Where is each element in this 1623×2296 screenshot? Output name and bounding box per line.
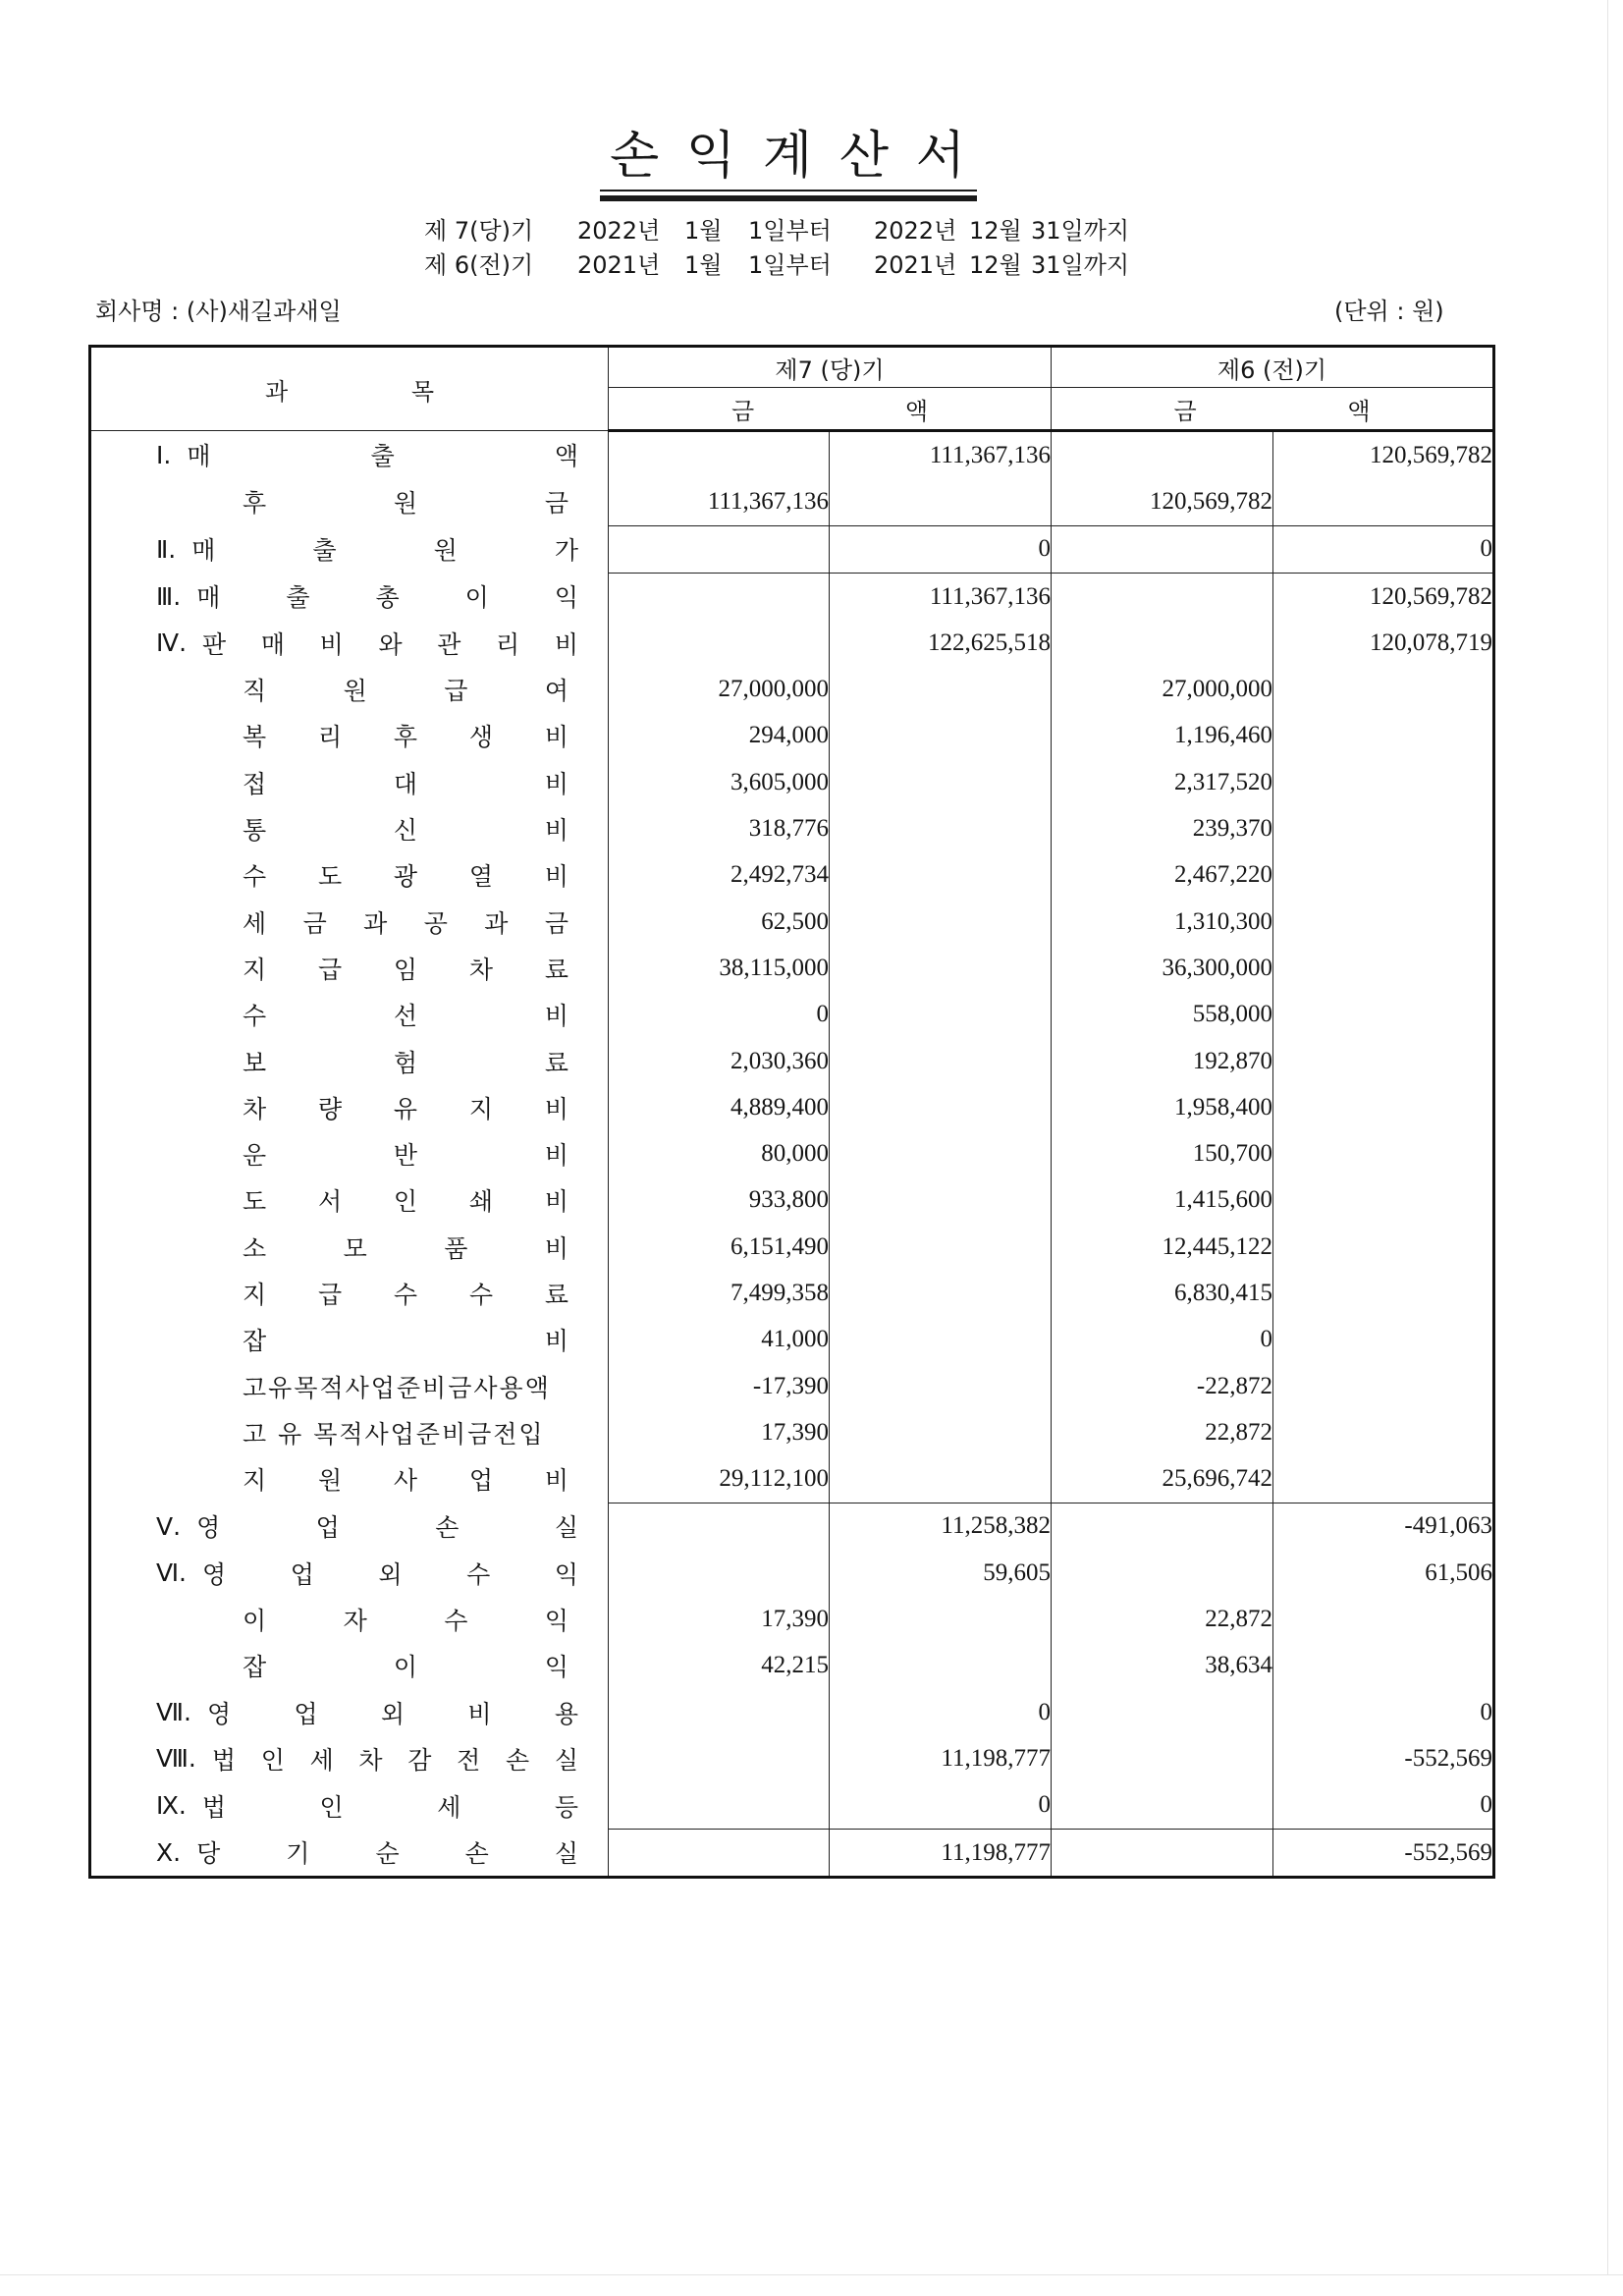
statement-row [90, 713, 1494, 759]
period-start-day: 1일부터 [748, 251, 832, 279]
company-name: 회사명 : (사)새길과새일 [95, 298, 342, 325]
period-start-year: 2021년 [577, 251, 661, 279]
prior-detail-amount: 192,870 [1052, 1038, 1273, 1084]
current-total-amount [830, 1177, 1052, 1224]
prior-detail-amount [1052, 431, 1273, 479]
prior-detail-amount [1052, 1735, 1273, 1781]
prior-detail-amount [1052, 1503, 1273, 1550]
prior-total-amount [1273, 1130, 1494, 1176]
section-numeral: Ⅸ. [156, 1791, 187, 1820]
prior-total-amount [1273, 1456, 1494, 1503]
current-detail-amount: 80,000 [609, 1130, 830, 1176]
header-row-period [90, 347, 1494, 388]
statement-row [90, 1409, 1494, 1455]
account-label: 수 선 비 [243, 1002, 568, 1031]
prior-total-amount: 0 [1273, 1689, 1494, 1735]
current-total-amount [830, 1224, 1052, 1270]
account-label: 수 도 광 열 비 [243, 862, 568, 892]
account-cell [90, 1735, 609, 1781]
statement-row [90, 899, 1494, 945]
prior-total-amount: 0 [1273, 1782, 1494, 1830]
document-title: 손 익 계 산 서 [610, 127, 967, 186]
current-period-line [0, 216, 1623, 246]
current-total-amount [830, 1130, 1052, 1176]
current-period-header-label: 제7 (당)기 [775, 355, 885, 384]
account-label: 영 업 손 실 [196, 1513, 578, 1543]
prior-detail-amount [1052, 1689, 1273, 1735]
current-detail-amount: 294,000 [609, 713, 830, 759]
section-numeral: Ⅴ. [156, 1511, 182, 1541]
current-total-amount: 11,258,382 [830, 1503, 1052, 1550]
prior-detail-amount: -22,872 [1052, 1363, 1273, 1409]
current-detail-amount: 318,776 [609, 805, 830, 851]
prior-total-amount [1273, 1317, 1494, 1363]
current-amount-header-label: 금 액 [731, 397, 928, 425]
prior-total-amount: 120,569,782 [1273, 573, 1494, 620]
current-detail-amount: 2,030,360 [609, 1038, 830, 1084]
current-detail-amount [609, 1550, 830, 1596]
prior-total-amount [1273, 478, 1494, 525]
current-detail-amount: 3,605,000 [609, 759, 830, 805]
statement-row [90, 620, 1494, 666]
statement-row [90, 478, 1494, 525]
current-total-amount [830, 899, 1052, 945]
current-total-amount: 0 [830, 525, 1052, 573]
statement-row [90, 945, 1494, 991]
account-cell [90, 525, 609, 573]
statement-row [90, 431, 1494, 479]
subject-header-label: 과 목 [265, 377, 434, 406]
account-cell [90, 620, 609, 666]
prior-total-amount [1273, 805, 1494, 851]
section-numeral: Ⅰ. [156, 440, 172, 469]
account-label: 도 서 인 쇄 비 [243, 1187, 568, 1217]
current-total-amount: 111,367,136 [830, 573, 1052, 620]
period-end-year: 2021년 [874, 251, 957, 279]
current-total-amount [830, 666, 1052, 712]
account-cell [90, 1550, 609, 1596]
current-detail-amount: -17,390 [609, 1363, 830, 1409]
section-numeral: Ⅳ. [156, 629, 188, 658]
account-label: 법 인 세 차 감 전 손 실 [211, 1745, 578, 1775]
account-label: 접 대 비 [243, 769, 568, 798]
prior-amount-header-label: 금 액 [1173, 397, 1371, 425]
current-detail-amount [609, 1689, 830, 1735]
account-cell [90, 1643, 609, 1689]
prior-total-amount: -491,063 [1273, 1503, 1494, 1550]
prior-detail-amount [1052, 1782, 1273, 1830]
current-detail-amount: 7,499,358 [609, 1270, 830, 1316]
statement-row [90, 573, 1494, 620]
prior-total-amount [1273, 666, 1494, 712]
period-end-year: 2022년 [874, 217, 957, 245]
current-detail-amount: 17,390 [609, 1409, 830, 1455]
statement-row [90, 1270, 1494, 1316]
period-start-year: 2022년 [577, 217, 661, 245]
prior-total-amount [1273, 1177, 1494, 1224]
account-cell [90, 478, 609, 525]
account-cell [90, 1689, 609, 1735]
prior-total-amount [1273, 1084, 1494, 1130]
prior-detail-amount: 0 [1052, 1317, 1273, 1363]
current-total-amount [830, 1363, 1052, 1409]
prior-period-header [1052, 347, 1494, 388]
period-end-month: 12월 [969, 251, 1022, 279]
prior-detail-amount: 1,310,300 [1052, 899, 1273, 945]
current-total-amount [830, 1270, 1052, 1316]
current-detail-amount [609, 573, 830, 620]
account-label: 매 출 액 [187, 442, 578, 471]
current-detail-amount: 111,367,136 [609, 478, 830, 525]
account-label: 소 모 품 비 [243, 1233, 568, 1263]
section-numeral: Ⅱ. [156, 534, 177, 564]
prior-total-amount [1273, 1643, 1494, 1689]
current-total-amount [830, 1317, 1052, 1363]
current-detail-amount: 29,112,100 [609, 1456, 830, 1503]
prior-total-amount [1273, 945, 1494, 991]
current-total-amount [830, 992, 1052, 1038]
prior-period-line [0, 250, 1623, 280]
statement-row [90, 1084, 1494, 1130]
account-label: 후 원 금 [243, 489, 568, 519]
account-cell [90, 666, 609, 712]
account-label: 잡 이 익 [243, 1653, 568, 1682]
current-total-amount: 0 [830, 1689, 1052, 1735]
account-label: 당 기 순 손 실 [196, 1839, 578, 1869]
current-total-amount [830, 759, 1052, 805]
account-cell [90, 1456, 609, 1503]
prior-detail-amount: 239,370 [1052, 805, 1273, 851]
account-label: 보 험 료 [243, 1048, 568, 1077]
current-total-amount: 59,605 [830, 1550, 1052, 1596]
account-label: 판 매 비 와 관 리 비 [202, 629, 578, 659]
prior-detail-amount [1052, 620, 1273, 666]
current-total-amount [830, 713, 1052, 759]
statement-row [90, 1130, 1494, 1176]
current-total-amount [830, 1596, 1052, 1642]
period-start-month: 1월 [684, 217, 723, 245]
statement-row [90, 1503, 1494, 1550]
prior-total-amount: 0 [1273, 525, 1494, 573]
prior-total-amount [1273, 1409, 1494, 1455]
account-cell [90, 899, 609, 945]
prior-total-amount [1273, 1596, 1494, 1642]
section-numeral: Ⅶ. [156, 1698, 191, 1727]
current-detail-amount: 2,492,734 [609, 852, 830, 899]
prior-detail-amount: 120,569,782 [1052, 478, 1273, 525]
current-total-amount [830, 852, 1052, 899]
current-detail-amount [609, 1829, 830, 1877]
current-detail-amount [609, 431, 830, 479]
current-total-amount: 0 [830, 1782, 1052, 1830]
prior-detail-amount: 36,300,000 [1052, 945, 1273, 991]
section-numeral: Ⅹ. [156, 1837, 182, 1867]
current-total-amount [830, 1456, 1052, 1503]
account-cell [90, 1038, 609, 1084]
prior-detail-amount: 6,830,415 [1052, 1270, 1273, 1316]
prior-detail-amount: 38,634 [1052, 1643, 1273, 1689]
account-cell [90, 1224, 609, 1270]
account-cell [90, 1363, 609, 1409]
statement-row [90, 805, 1494, 851]
statement-row [90, 666, 1494, 712]
title-underline-thick [600, 195, 977, 201]
prior-total-amount: 61,506 [1273, 1550, 1494, 1596]
account-label: 지 급 임 차 료 [243, 955, 568, 984]
account-label: 지 원 사 업 비 [243, 1466, 568, 1496]
period-term: 제 7(당)기 [424, 217, 534, 245]
statement-row [90, 1224, 1494, 1270]
prior-detail-amount: 1,958,400 [1052, 1084, 1273, 1130]
prior-total-amount [1273, 713, 1494, 759]
current-detail-amount: 41,000 [609, 1317, 830, 1363]
current-detail-amount: 62,500 [609, 899, 830, 945]
account-cell [90, 1270, 609, 1316]
period-start-month: 1월 [684, 251, 723, 279]
prior-amount-header [1052, 388, 1494, 431]
account-cell [90, 1130, 609, 1176]
account-cell [90, 1503, 609, 1550]
account-label: 지 급 수 수 료 [243, 1280, 568, 1309]
prior-total-amount: -552,569 [1273, 1735, 1494, 1781]
account-cell [90, 1409, 609, 1455]
prior-detail-amount: 150,700 [1052, 1130, 1273, 1176]
account-label: 직 원 급 여 [243, 677, 568, 706]
current-detail-amount [609, 1782, 830, 1830]
account-label: 영 업 외 수 익 [202, 1559, 578, 1589]
statement-row [90, 1735, 1494, 1781]
account-cell [90, 573, 609, 620]
current-total-amount [830, 478, 1052, 525]
income-statement-table [88, 345, 1495, 1879]
statement-row [90, 1643, 1494, 1689]
prior-total-amount [1273, 1224, 1494, 1270]
prior-total-amount [1273, 1363, 1494, 1409]
prior-detail-amount: 22,872 [1052, 1409, 1273, 1455]
current-total-amount: 11,198,777 [830, 1829, 1052, 1877]
prior-detail-amount: 12,445,122 [1052, 1224, 1273, 1270]
account-label: 세 금 과 공 과 금 [243, 908, 568, 938]
account-cell [90, 1177, 609, 1224]
statement-row [90, 1317, 1494, 1363]
prior-detail-amount [1052, 525, 1273, 573]
prior-total-amount [1273, 1038, 1494, 1084]
statement-row [90, 1456, 1494, 1503]
currency-unit: (단위 : 원) [1334, 298, 1444, 325]
account-label: 복 리 후 생 비 [243, 723, 568, 752]
statement-row [90, 1596, 1494, 1642]
current-detail-amount: 6,151,490 [609, 1224, 830, 1270]
account-label: 운 반 비 [243, 1141, 568, 1171]
current-amount-header [609, 388, 1052, 431]
period-end-month: 12월 [969, 217, 1022, 245]
prior-detail-amount [1052, 573, 1273, 620]
account-label: 차 량 유 지 비 [243, 1094, 568, 1123]
prior-detail-amount: 558,000 [1052, 992, 1273, 1038]
account-label: 법 인 세 등 [201, 1792, 578, 1822]
current-detail-amount: 0 [609, 992, 830, 1038]
current-detail-amount: 933,800 [609, 1177, 830, 1224]
prior-total-amount [1273, 899, 1494, 945]
prior-detail-amount: 1,196,460 [1052, 713, 1273, 759]
current-total-amount: 122,625,518 [830, 620, 1052, 666]
prior-detail-amount: 22,872 [1052, 1596, 1273, 1642]
prior-detail-amount: 1,415,600 [1052, 1177, 1273, 1224]
statement-row [90, 1829, 1494, 1877]
statement-row [90, 992, 1494, 1038]
account-label: 고 유 목적사업준비금전입 [243, 1419, 545, 1449]
account-cell [90, 431, 609, 479]
prior-total-amount [1273, 992, 1494, 1038]
account-cell [90, 1782, 609, 1830]
account-cell [90, 1829, 609, 1877]
prior-detail-amount: 2,467,220 [1052, 852, 1273, 899]
current-total-amount [830, 1084, 1052, 1130]
prior-detail-amount [1052, 1550, 1273, 1596]
account-cell [90, 1596, 609, 1642]
current-detail-amount [609, 620, 830, 666]
account-label: 매 출 원 가 [191, 536, 578, 566]
prior-detail-amount [1052, 1829, 1273, 1877]
current-detail-amount [609, 1735, 830, 1781]
prior-detail-amount: 25,696,742 [1052, 1456, 1273, 1503]
current-total-amount: 11,198,777 [830, 1735, 1052, 1781]
current-period-header [609, 347, 1052, 388]
subject-header [90, 347, 609, 431]
account-cell [90, 852, 609, 899]
account-cell [90, 713, 609, 759]
current-detail-amount [609, 1503, 830, 1550]
account-cell [90, 945, 609, 991]
statement-row [90, 1689, 1494, 1735]
current-detail-amount: 27,000,000 [609, 666, 830, 712]
account-cell [90, 759, 609, 805]
section-numeral: Ⅷ. [156, 1744, 196, 1774]
current-detail-amount: 42,215 [609, 1643, 830, 1689]
prior-total-amount: 120,569,782 [1273, 431, 1494, 479]
current-total-amount [830, 805, 1052, 851]
current-detail-amount: 4,889,400 [609, 1084, 830, 1130]
account-cell [90, 992, 609, 1038]
section-numeral: Ⅲ. [156, 581, 182, 611]
statement-body [90, 431, 1494, 1878]
account-cell [90, 1317, 609, 1363]
current-total-amount [830, 945, 1052, 991]
prior-period-header-label: 제6 (전)기 [1217, 355, 1327, 384]
statement-row [90, 1550, 1494, 1596]
scan-edge-bottom [0, 2274, 1623, 2275]
statement-row [90, 525, 1494, 573]
current-detail-amount: 38,115,000 [609, 945, 830, 991]
period-end-day: 31일까지 [1031, 251, 1130, 279]
statement-row [90, 1177, 1494, 1224]
current-total-amount: 111,367,136 [830, 431, 1052, 479]
account-label: 고유목적사업준비금사용액 [243, 1373, 551, 1402]
statement-row [90, 1782, 1494, 1830]
current-total-amount [830, 1409, 1052, 1455]
prior-total-amount [1273, 1270, 1494, 1316]
statement-row [90, 1038, 1494, 1084]
current-detail-amount [609, 525, 830, 573]
period-end-day: 31일까지 [1031, 217, 1130, 245]
prior-total-amount: 120,078,719 [1273, 620, 1494, 666]
account-label: 매 출 총 이 익 [196, 583, 578, 613]
account-label: 잡 비 [243, 1327, 568, 1356]
account-cell [90, 805, 609, 851]
account-label: 영 업 외 비 용 [206, 1699, 578, 1728]
scan-edge-right [1607, 0, 1608, 2274]
statement-row [90, 852, 1494, 899]
account-cell [90, 1084, 609, 1130]
prior-detail-amount: 2,317,520 [1052, 759, 1273, 805]
current-total-amount [830, 1643, 1052, 1689]
prior-total-amount [1273, 852, 1494, 899]
statement-row [90, 759, 1494, 805]
section-numeral: Ⅵ. [156, 1558, 188, 1588]
prior-detail-amount: 27,000,000 [1052, 666, 1273, 712]
statement-row [90, 1363, 1494, 1409]
account-label: 이 자 수 익 [243, 1607, 568, 1636]
current-detail-amount: 17,390 [609, 1596, 830, 1642]
prior-total-amount [1273, 759, 1494, 805]
current-total-amount [830, 1038, 1052, 1084]
title-underline-thin [600, 190, 977, 191]
prior-total-amount: -552,569 [1273, 1829, 1494, 1877]
period-term: 제 6(전)기 [424, 251, 534, 279]
account-label: 통 신 비 [243, 816, 568, 846]
period-start-day: 1일부터 [748, 217, 832, 245]
